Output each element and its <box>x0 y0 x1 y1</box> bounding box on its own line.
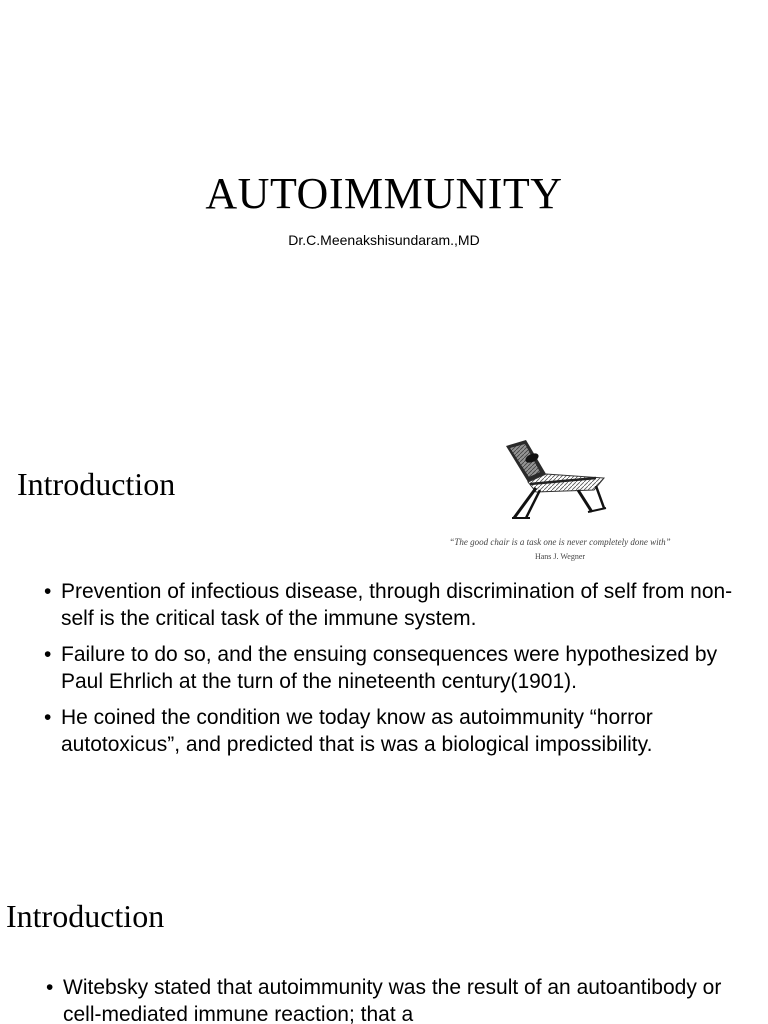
bullet-item: • Prevention of infectious disease, through discrimination of self from non-self is the critical task of the immune system. <box>44 578 744 632</box>
author-subtitle: Dr.C.Meenakshisundaram.,MD <box>288 232 480 248</box>
bullet-list <box>46 974 746 1024</box>
bullet-list <box>44 578 744 767</box>
slide-title: Introduction <box>6 898 165 934</box>
slide-title: Introduction <box>17 466 176 502</box>
introduction-slide-1 <box>0 432 768 864</box>
bullet-item: • Witebsky stated that autoimmunity was the result of an autoantibody or cell-mediated immune reaction; that a <box>46 974 746 1024</box>
introduction-slide-2 <box>0 864 768 1024</box>
presentation-title: AUTOIMMUNITY <box>205 169 563 218</box>
chair-quote-author: Hans J. Wegner <box>534 552 586 561</box>
chair-quote: “The good chair is a task one is never completely done with” <box>449 537 671 547</box>
bullet-item: • He coined the condition we today know as autoimmunity “horror autotoxicus”, and predicted that is was a biological impossibility. <box>44 704 744 758</box>
title-slide <box>0 0 768 432</box>
chair-figure <box>420 432 700 562</box>
chair-icon <box>500 438 620 522</box>
bullet-item: • Failure to do so, and the ensuing consequences were hypothesized by Paul Ehrlich at the turn of the nineteenth century(1901). <box>44 641 744 695</box>
